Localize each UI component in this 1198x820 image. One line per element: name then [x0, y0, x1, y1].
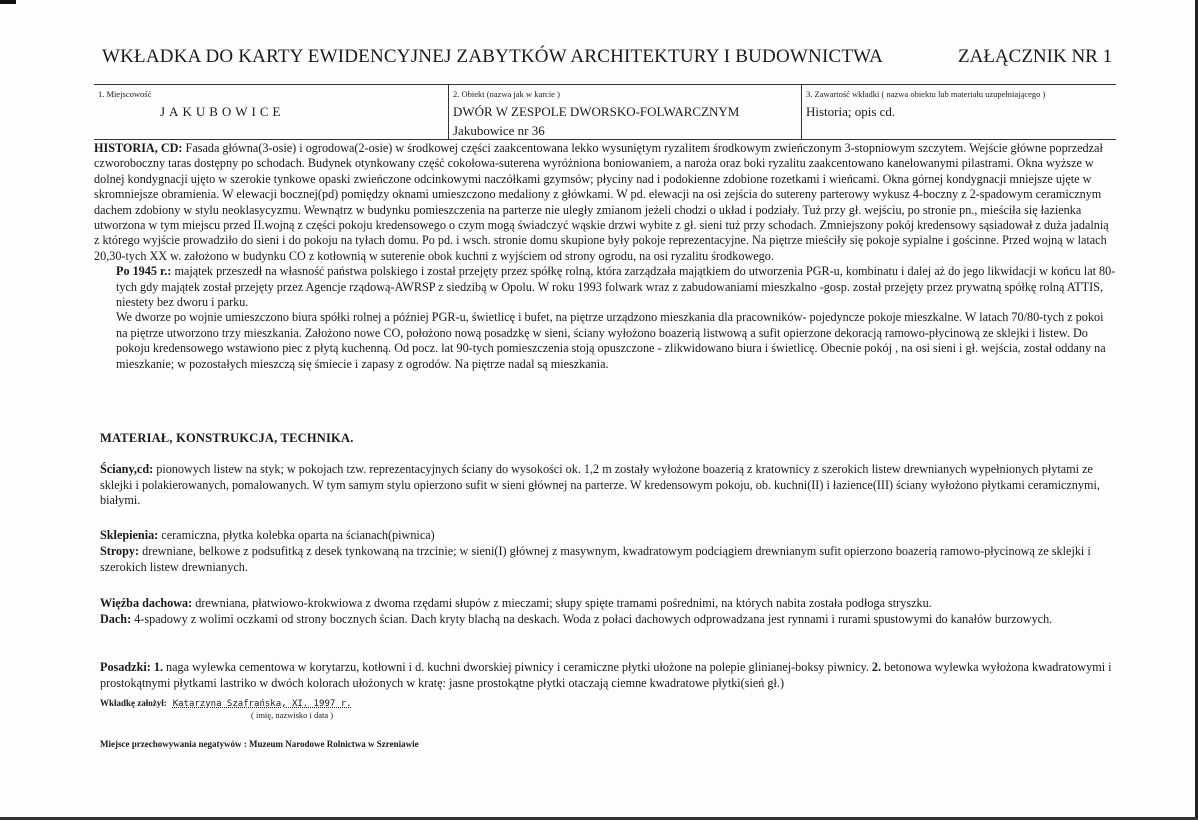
made-by-label: Wkładkę założył: [100, 698, 167, 708]
history-text-2: majątek przeszedł na własność państwa polskiego i został przejęty przez spółkę rolną, która zarządzała majątkiem do utworzenia PGR-u, kombinatu i dalej aż do jego likwidacji w końcu lat 80-tych gdy majątek został przejęty przez Agencje rządową-AWRSP z siedzibą w Opolu. W roku 1993 folwark wraz z zabudowaniami mieszkalno -gosp. został przejęty przez prywatną spółkę rolną ATTIS, niestety bez dworu i parku. [116, 264, 1116, 310]
metadata-table [94, 84, 1116, 140]
walls-label: Ściany,cd: [100, 462, 154, 476]
roof-block [100, 612, 1116, 628]
history-section [94, 141, 1116, 372]
vaults-block [100, 528, 1116, 544]
floors-block [100, 660, 1116, 691]
floors-label: Posadzki: [100, 660, 151, 674]
history-paragraph-3 [94, 310, 1116, 372]
ceilings-text: drewniane, belkowe z podsufitką z desek tynkowaną na trzcinie; w sieni(I) głównej z masywnym, kwadratowym podciągiem drewnianym sufit opierzono boazerią ramowo-płycinową ze sklejki i szerokich listew drewnianych. [100, 544, 1091, 574]
truss-text: drewniana, płatwiowo-krokwiowa z dwoma rzędami słupów z mieczami; słupy spięte tramami pośrednimi, na których nabita została podłoga stryszku. [195, 596, 932, 610]
locality-label: 1. Miejscowość [98, 89, 152, 99]
object-cell [448, 85, 802, 139]
ceilings-label: Stropy: [100, 544, 140, 558]
annex-number: ZAŁĄCZNIK NR 1 [958, 46, 1113, 67]
locality-value: JAKUBOWICE [160, 104, 285, 119]
vaults-text: ceramiczna, płytka kolebka oparta na ścianach(piwnica) [161, 528, 435, 542]
walls-text: pionowych listew na styk; w pokojach tzw. reprezentacyjnych ściany do wysokości ok. 1,2 m zostały wyłożone boazerią z kratownicy z szerokich listew drewnianych wypełnionych płytami ze sklejki i polakierowanych, pomalowanych. W tym samym stylu opierzono sufit w sieni głównej na parterze. W kredensowym pokoju, ob. kuchni(II) i łazience(III) ściany wyłożono płytkami ceramicznymi, białymi. [100, 462, 1100, 508]
roof-text: 4-spadowy z wolimi oczkami od strony bocznych ścian. Dach kryty blachą na deskach. Woda z połaci dachowych odprowadzana jest rynnami i rurami spustowymi do kanałów burzowych. [134, 612, 1053, 626]
history-text-3: We dworze po wojnie umieszczono biura spółki rolnej a później PGR-u, świetlicę i bufet, na piętrze urządzono mieszkania dla pracowników- pojedyncze pokoje mieszkalne. W latach 70/80-tych z pokoi na piętrze utworzono trzy mieszkania. Założono nowe CO, położono nową posadzkę w sieni, ściany wyłożono boazerią listwową a sufit opierzone dekoracją ramowo-płycinową ze sklejki i listew. Do pokoju kredensowego wstawiono piec z płytą kuchenną. Od pocz. lat 90-tych pomieszczenia stoją opuszczone - zlikwidowano biura i świetlicę. Obecnie pokój , na osi sieni i gł. wejścia, został oddany na mieszkanie; w pozostałych mieszczą się śmiecie i zapasy z ogrodów. Na piętrze nadal są mieszkania. [116, 310, 1106, 371]
history-paragraph-1 [94, 141, 1116, 264]
locality-cell [94, 85, 448, 139]
made-by-hint: ( imię, nazwisko i data ) [251, 710, 334, 720]
material-heading: MATERIAŁ, KONSTRUKCJA, TECHNIKA. [100, 431, 354, 445]
floors-number-2: 2. [871, 660, 882, 674]
floors-text-1: naga wylewka cementowa w korytarzu, kotłowni i d. kuchni dworskiej piwnicy i ceramiczne płytki ułożone na polepie glinianej-boksy piwnicy. [166, 660, 869, 674]
content-cell [801, 85, 1117, 139]
floors-text-2: betonowa wylewka wyłożona kwadratowymi i prostokątnymi płytkami lastriko w dwóch kolorach ułożonych w kratę: jasne prostokątne płytki otaczają ciemne kwadratowe płytki(sień gł.) [100, 660, 1112, 690]
scan-corner-mark [0, 0, 16, 4]
floors-number-1: 1. [153, 660, 163, 674]
vaults-label: Sklepienia: [100, 528, 159, 542]
made-by-line [100, 698, 352, 709]
object-value: DWÓR W ZESPOLE DWORSKO-FOLWARCZNYM [453, 104, 740, 119]
object-label: 2. Obiekt (nazwa jak w karcie ) [453, 89, 560, 99]
history-label: HISTORIA, CD: [94, 141, 183, 155]
ceilings-block [100, 544, 1116, 575]
truss-label: Więźba dachowa: [100, 596, 193, 610]
walls-block [100, 462, 1116, 509]
truss-block [100, 596, 1116, 612]
history-paragraph-2 [94, 264, 1116, 310]
content-value: Historia; opis cd. [806, 104, 896, 119]
history-text-1: Fasada główna(3-osie) i ogrodowa(2-osie) w środkowej części zaakcentowana lekko wysuniętym ryzalitem środkowym zwieńczonym 3-stopniowym szczytem. Wejście główne poprzedzał czworoboczny taras dostępny po schodach. Budynek otynkowany część cokołowa-suterena wyróżniona boniowaniem, a naroża oraz boki ryzalitu zaakcentowano kanelowanymi pilastrami. Okna wyższe w dolnej kondygnacji ujęto w szerokie tynkowe opaski zwieńczone odcinkowymi naczółkami gzymsów; płyciny nad i podokienne zdobione rozetkami i wieńcami. Okna górnej kondygnacji mniejsze ujęte w skromniejsze obramienia. W elewacji bocznej(pd) pomiędzy oknami umieszczono medaliony z główkami. W pd. elewacji na osi zejścia do sutereny parterowy wykusz 4-boczny z 2-spadowym ceramicznym dachem zdobiony w stylu neoklasycyzmu. Wewnątrz w budynku pomieszczenia na parterze nie uległy zmianom jeżeli chodzi o układ i podziały. Tuż przy gł. wejściu, po stronie pn., mieściła się łazienka utworzona w tym miejscu przed II.wojną z części pokoju kredensowego o czym mogą świadczyć wąskie drzwi wybite z gł. sieni tuż przy schodach. Zmniejszony pokój kredensowy sąsiadował z duża jadalnią z którego wyjście prowadziło do sieni i do pokoju na tyłach domu. Po pd. i wsch. stronie domu skupione były pokoje reprezentacyjne. Na piętrze mieściły się pokoje sypialne i gościnne. Przed wojną w latach 20,30-tych XX w. założono w budynku CO z kotłownią w suterenie obok kuchni z wyjściem od strony ogrodu, na osi ryzalitu środkowego. [94, 141, 1109, 263]
made-by-value: Katarzyna Szafrańska, XI. 1997 r. [172, 699, 352, 709]
document-title: WKŁADKA DO KARTY EWIDENCYJNEJ ZABYTKÓW ARCHITEKTURY I BUDOWNICTWA [102, 46, 884, 67]
content-label: 3. Zawartość wkładki ( nazwa obiektu lub materiału uzupełniającego ) [806, 89, 1046, 99]
object-address: Jakubowice nr 36 [453, 123, 545, 138]
negatives-storage: Miejsce przechowywania negatywów : Muzeum Narodowe Rolnictwa w Szreniawie [100, 739, 419, 749]
post-1945-label: Po 1945 r.: [116, 264, 172, 279]
roof-label: Dach: [100, 612, 132, 626]
